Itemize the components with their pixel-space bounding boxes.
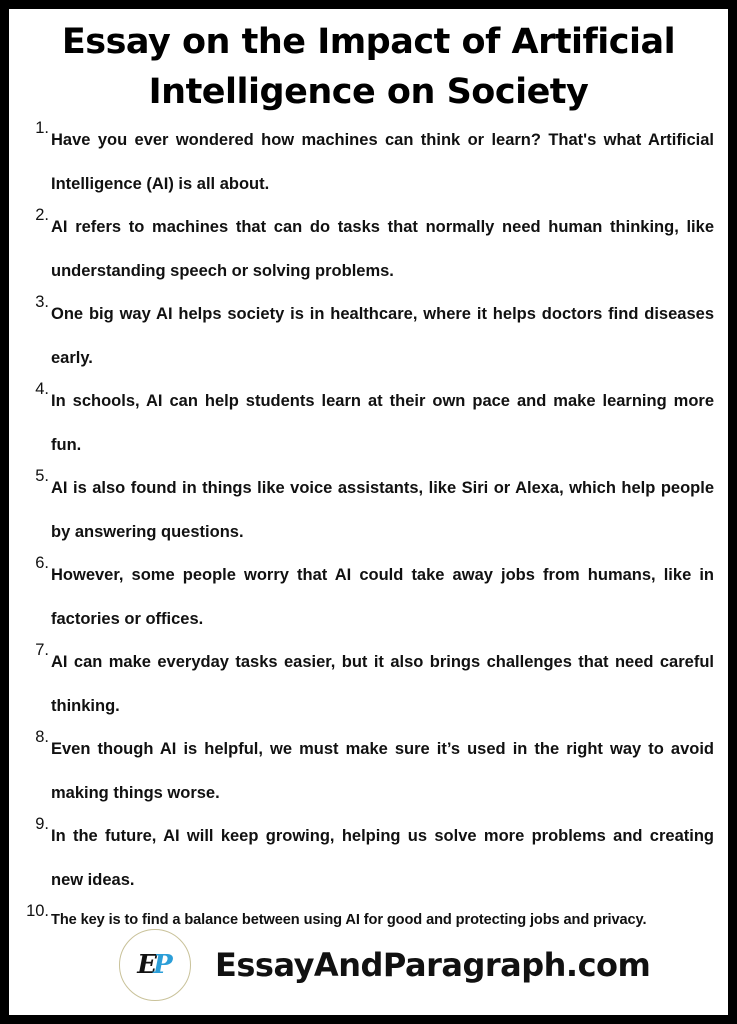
title-line-2: Intelligence on Society [148, 72, 589, 112]
item-text: However, some people worry that AI could take away jobs from humans, like in factories or offices. [51, 566, 714, 628]
site-name: EssayAndParagraph.com [215, 946, 651, 984]
logo-letter-e: E [137, 950, 158, 980]
item-text: Have you ever wondered how machines can think or learn? That's what Artificial Intelligence (AI) is all about. [51, 131, 714, 193]
title-line-1: Essay on the Impact of Artificial [61, 22, 676, 62]
list-item [21, 554, 714, 641]
item-text: Even though AI is helpful, we must make sure it’s used in the right way to avoid making things worse. [51, 740, 714, 802]
item-text: In schools, AI can help students learn at their own pace and make learning more fun. [51, 392, 714, 454]
page-title [9, 17, 728, 117]
list-item [21, 119, 714, 206]
item-number: 8. [35, 728, 49, 746]
item-number: 1. [35, 119, 49, 137]
item-number: 7. [35, 641, 49, 659]
item-text: AI can make everyday tasks easier, but it also brings challenges that need careful thinking. [51, 653, 714, 715]
item-text: AI refers to machines that can do tasks that normally need human thinking, like understanding speech or solving problems. [51, 218, 714, 280]
item-text: The key is to find a balance between using AI for good and protecting jobs and privacy. [51, 912, 647, 928]
list-item [21, 380, 714, 467]
list-item [21, 206, 714, 293]
item-number: 4. [35, 380, 49, 398]
list-item [21, 467, 714, 554]
item-number: 6. [35, 554, 49, 572]
logo-letter-p: P [153, 950, 173, 980]
item-number: 10. [26, 902, 49, 920]
item-text: In the future, AI will keep growing, helping us solve more problems and creating new ideas. [51, 827, 714, 889]
item-number: 2. [35, 206, 49, 224]
list-item [21, 641, 714, 728]
item-number: 5. [35, 467, 49, 485]
list-item [21, 728, 714, 815]
list-item [21, 815, 714, 902]
essay-list [21, 119, 714, 938]
site-logo [119, 929, 191, 1001]
item-text: AI is also found in things like voice assistants, like Siri or Alexa, which help people by answering questions. [51, 479, 714, 541]
item-number: 9. [35, 815, 49, 833]
essay-page [9, 9, 728, 1015]
footer-branding [119, 930, 650, 1000]
item-number: 3. [35, 293, 49, 311]
list-item [21, 293, 714, 380]
item-text: One big way AI helps society is in healthcare, where it helps doctors find diseases early. [51, 305, 714, 367]
